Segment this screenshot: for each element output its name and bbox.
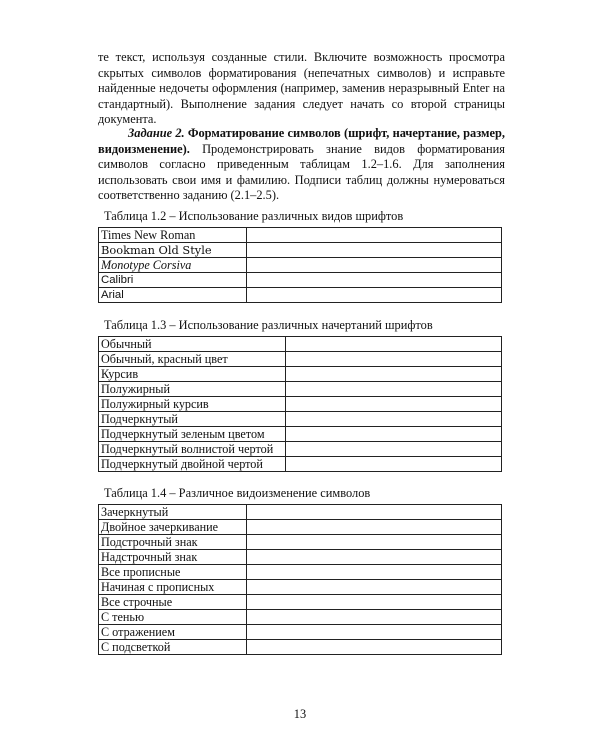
- table-cell-empty: [286, 397, 502, 412]
- table-cell-label: Надстрочный знак: [99, 550, 247, 565]
- table-1-4-caption: Таблица 1.4 – Различное видоизменение символов: [104, 486, 371, 500]
- table-row: [99, 382, 502, 397]
- table-cell-empty: [247, 565, 502, 580]
- table-cell-empty: [247, 505, 502, 520]
- table-cell-empty: [286, 352, 502, 367]
- table-cell-empty: [286, 457, 502, 472]
- table-cell-empty: [247, 550, 502, 565]
- table-cell-label: С подсветкой: [99, 640, 247, 655]
- table-row: [99, 580, 502, 595]
- table-row: [99, 505, 502, 520]
- table-row: [99, 367, 502, 382]
- table-cell-empty: [286, 367, 502, 382]
- table-row: [99, 243, 502, 258]
- table-cell-label: С отражением: [99, 625, 247, 640]
- table-row: [99, 457, 502, 472]
- table-row: [99, 565, 502, 580]
- table-cell-empty: [286, 442, 502, 457]
- table-row: [99, 273, 502, 288]
- table-row: [99, 412, 502, 427]
- table-row: [99, 442, 502, 457]
- table-cell-label: Calibri: [99, 273, 247, 288]
- table-row: [99, 625, 502, 640]
- table-cell-label: Полужирный курсив: [99, 397, 286, 412]
- table-1-2: [98, 227, 502, 303]
- table-cell-empty: [247, 640, 502, 655]
- table-cell-label: Обычный: [99, 337, 286, 352]
- table-cell-label: Курсив: [99, 367, 286, 382]
- table-1-2-caption: Таблица 1.2 – Использование различных видов шрифтов: [104, 209, 404, 223]
- table-row: [99, 337, 502, 352]
- table-cell-empty: [247, 580, 502, 595]
- table-row: [99, 520, 502, 535]
- table-cell-empty: [247, 273, 502, 288]
- table-cell-label: Times New Roman: [99, 228, 247, 243]
- table-cell-empty: [247, 595, 502, 610]
- task-2-paragraph: [98, 126, 505, 204]
- table-row: [99, 427, 502, 442]
- table-cell-empty: [247, 243, 502, 258]
- table-1-4: [98, 504, 502, 655]
- table-row: [99, 550, 502, 565]
- table-row: [99, 535, 502, 550]
- page-number: 13: [293, 707, 307, 721]
- table-row: [99, 595, 502, 610]
- table-cell-label: Все прописные: [99, 565, 247, 580]
- table-cell-empty: [247, 288, 502, 303]
- table-cell-label: Подчеркнутый волнистой чертой: [99, 442, 286, 457]
- table-cell-label: Начиная с прописных: [99, 580, 247, 595]
- table-cell-label: Arial: [99, 288, 247, 303]
- table-cell-empty: [286, 412, 502, 427]
- table-cell-label: Зачеркнутый: [99, 505, 247, 520]
- table-cell-label: Все строчные: [99, 595, 247, 610]
- table-cell-empty: [286, 382, 502, 397]
- table-cell-empty: [247, 520, 502, 535]
- table-cell-label: Bookman Old Style: [99, 243, 247, 258]
- table-cell-empty: [247, 535, 502, 550]
- table-cell-empty: [247, 610, 502, 625]
- task-title: Форматирование символов (шрифт, начертание, размер, видоизменение).: [98, 126, 505, 156]
- table-1-3-caption: Таблица 1.3 – Использование различных начертаний шрифтов: [104, 318, 433, 332]
- table-row: [99, 610, 502, 625]
- table-cell-empty: [247, 258, 502, 273]
- table-1-3: [98, 336, 502, 472]
- table-cell-label: Подчеркнутый: [99, 412, 286, 427]
- table-row: [99, 258, 502, 273]
- table-cell-label: С тенью: [99, 610, 247, 625]
- table-row: [99, 288, 502, 303]
- table-cell-empty: [247, 625, 502, 640]
- table-cell-label: Обычный, красный цвет: [99, 352, 286, 367]
- table-cell-label: Подчеркнутый зеленым цветом: [99, 427, 286, 442]
- paragraph-continued: те текст, используя созданные стили. Включите возможность просмотра скрытых символов форматирования (непечатных символов) и исправьте найденные недочеты оформления (например, заменив неразрывный Enter на стандартный). Выполнение задания следует начать со второй страницы документа.: [98, 50, 505, 127]
- task-body: Продемонстрировать знание видов форматирования символов согласно приведенным таблицам 1.2–1.6. Для заполнения использовать свои имя и фамилию. Подписи таблиц должны нумероваться соответственно заданию (2.1–2.5).: [98, 141, 505, 203]
- table-cell-label: Двойное зачеркивание: [99, 520, 247, 535]
- table-cell-label: Monotype Corsiva: [99, 258, 247, 273]
- table-cell-empty: [286, 337, 502, 352]
- table-row: [99, 640, 502, 655]
- table-row: [99, 228, 502, 243]
- table-cell-label: Подчеркнутый двойной чертой: [99, 457, 286, 472]
- table-cell-empty: [247, 228, 502, 243]
- table-cell-label: Подстрочный знак: [99, 535, 247, 550]
- task-label: Задание 2.: [128, 126, 185, 140]
- table-cell-empty: [286, 427, 502, 442]
- table-row: [99, 397, 502, 412]
- table-row: [99, 352, 502, 367]
- table-cell-label: Полужирный: [99, 382, 286, 397]
